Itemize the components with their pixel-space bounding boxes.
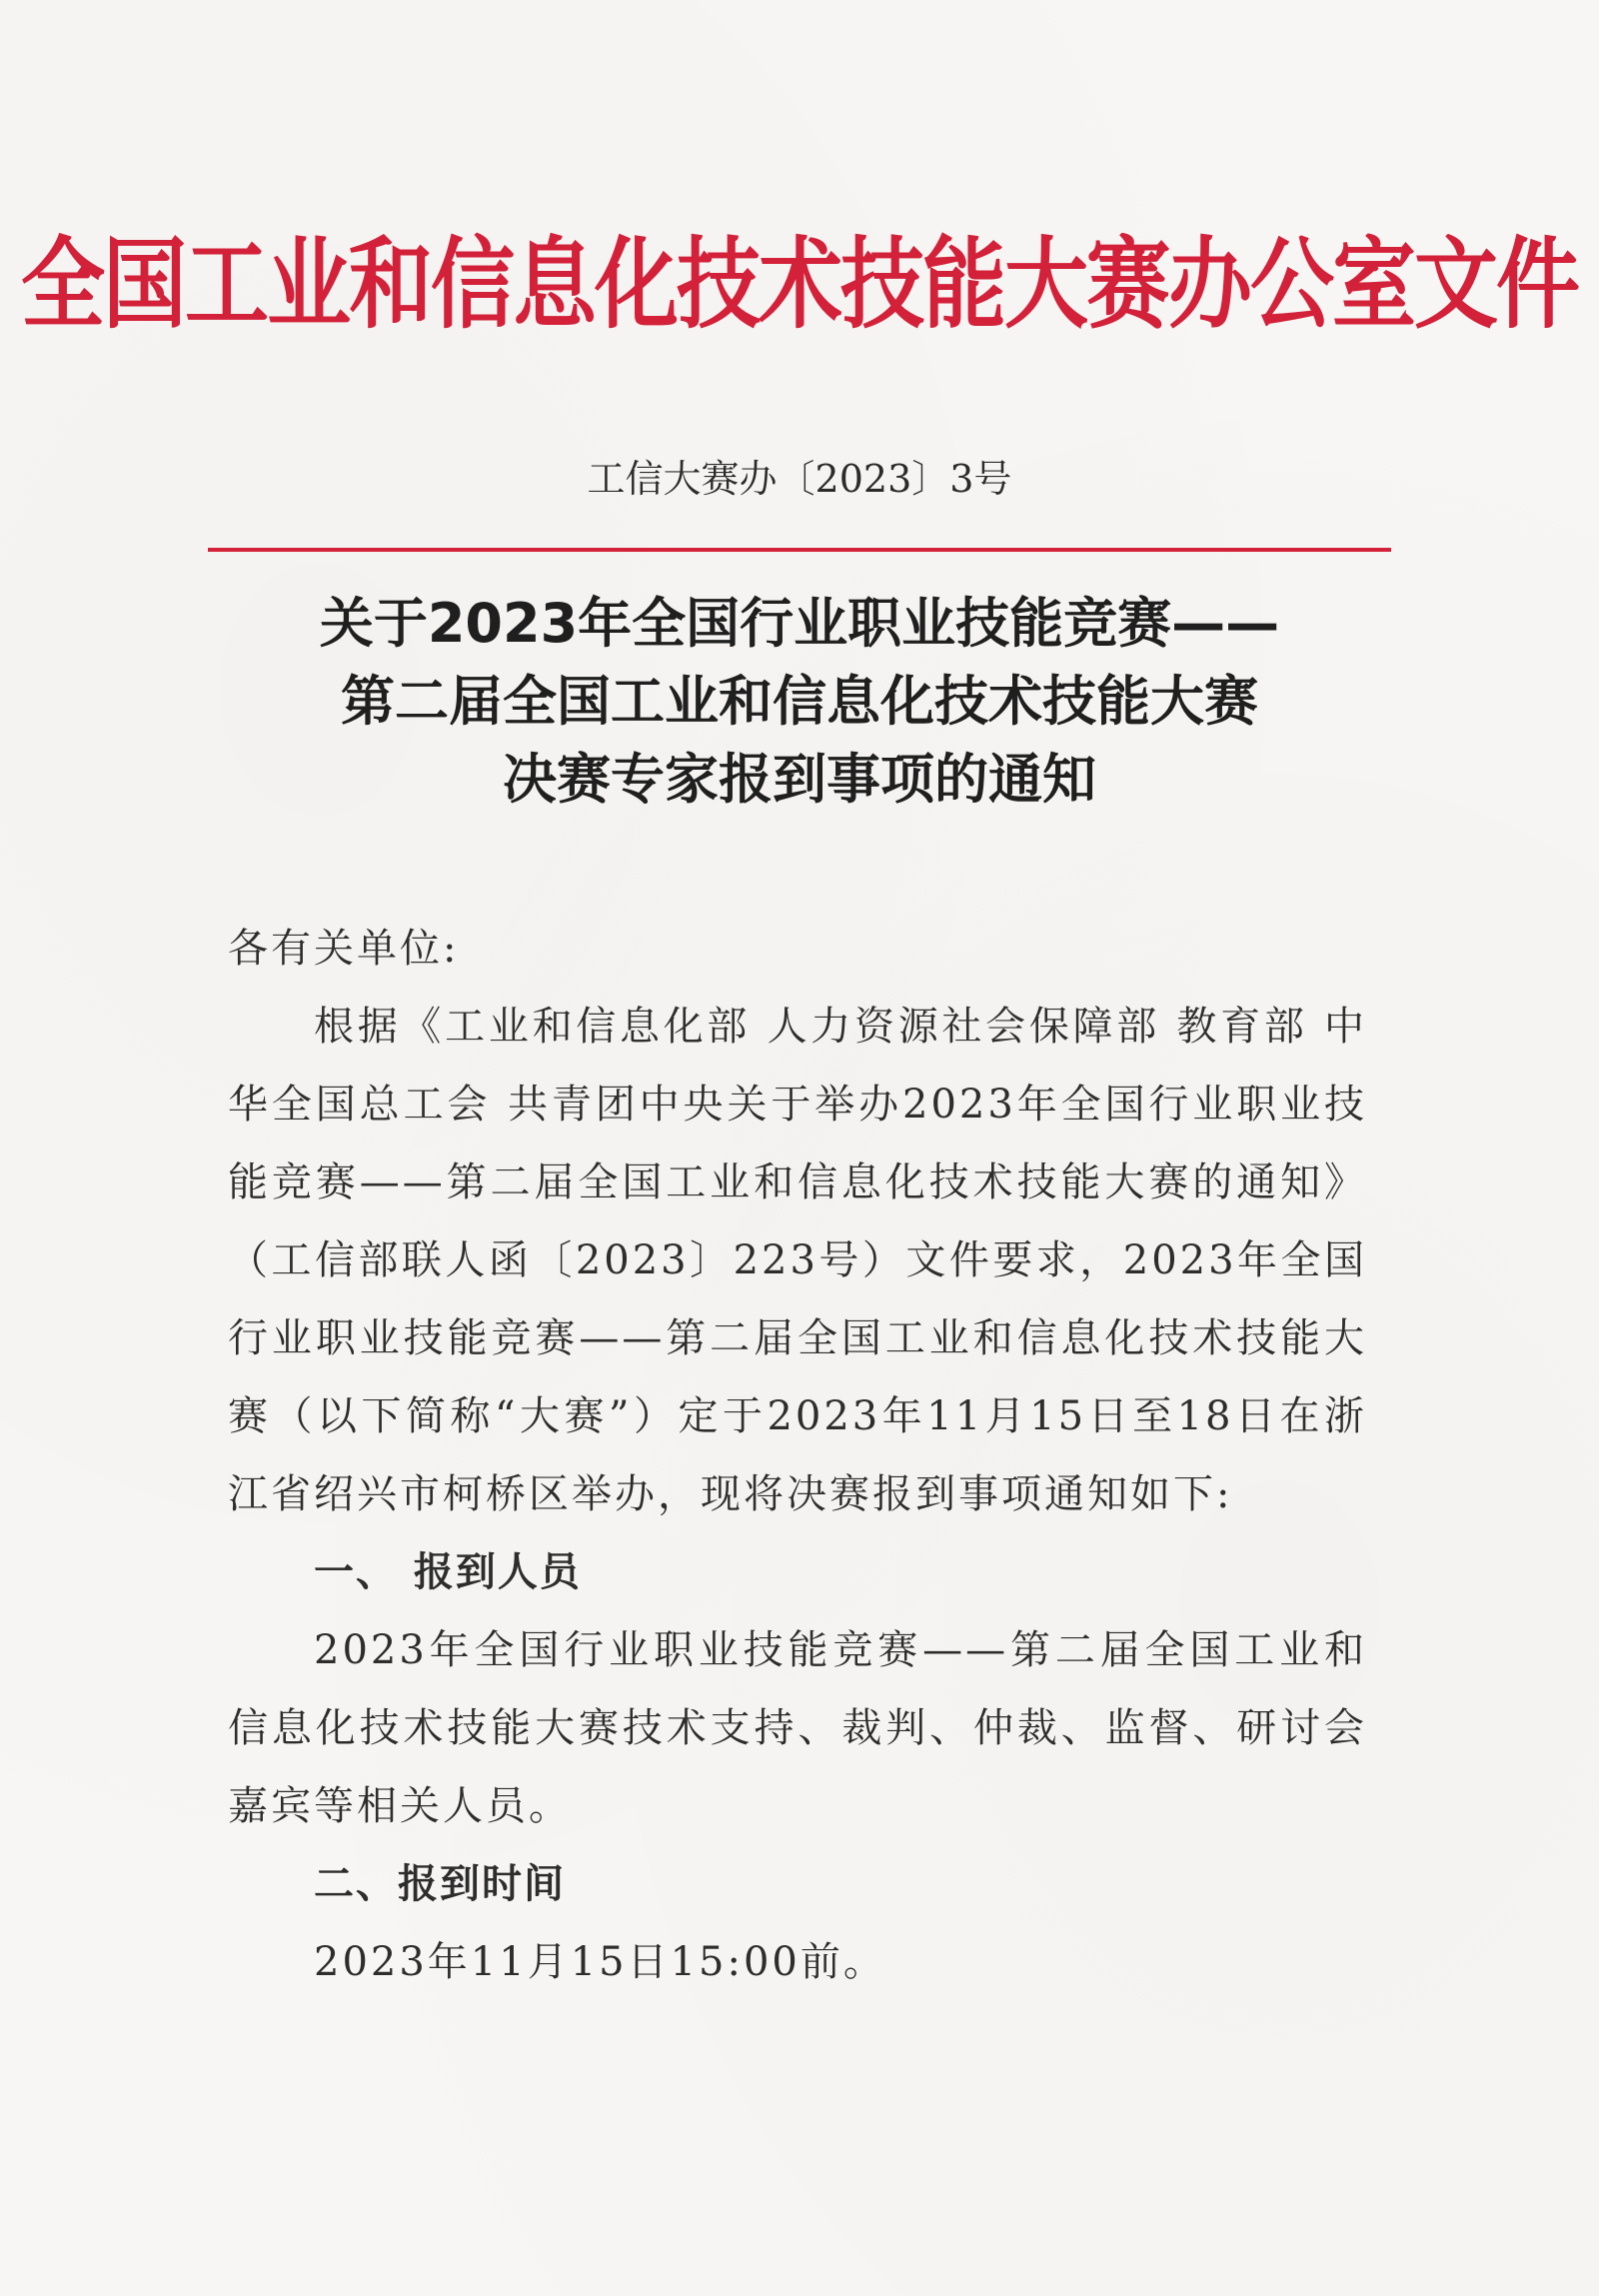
section-1-text: 2023年全国行业职业技能竞赛——第二届全国工业和信息化技术技能大赛技术支持、裁判、仲裁、监督、研讨会嘉宾等相关人员。 bbox=[228, 1627, 1367, 1829]
document-number: 工信大赛办〔2023〕3号 bbox=[587, 457, 1012, 501]
section-2-text: 2023年11月15日15:00前。 bbox=[314, 1939, 886, 1985]
red-separator-line bbox=[208, 548, 1391, 552]
notice-body bbox=[228, 910, 1367, 2001]
title-line-2: 第二届全国工业和信息化技术技能大赛 bbox=[341, 670, 1258, 733]
title-line-1: 关于2023年全国行业职业技能竞赛—— bbox=[319, 592, 1280, 655]
notice-title bbox=[0, 585, 1599, 819]
title-line-3: 决赛专家报到事项的通知 bbox=[503, 748, 1096, 811]
section-2-heading: 二、报到时间 bbox=[314, 1861, 566, 1907]
intro-paragraph: 根据《工业和信息化部 人力资源社会保障部 教育部 中华全国总工会 共青团中央关于举办2023年全国行业职业技能竞赛——第二届全国工业和信息化技术技能大赛的通知》（工信部联人函〔2023〕223号）文件要求，2023年全国行业职业技能竞赛——第二届全国工业和信息化技术技能大赛（以下简称“大赛”）定于2023年11月15日至18日在浙江省绍兴市柯桥区举办，现将决赛报到事项通知如下: bbox=[228, 1004, 1367, 1517]
section-1-heading: 一、 报到人员 bbox=[314, 1549, 582, 1595]
issuer-masthead: 全国工业和信息化技术技能大赛办公室文件 bbox=[20, 226, 1578, 342]
salutation: 各有关单位: bbox=[228, 926, 460, 972]
